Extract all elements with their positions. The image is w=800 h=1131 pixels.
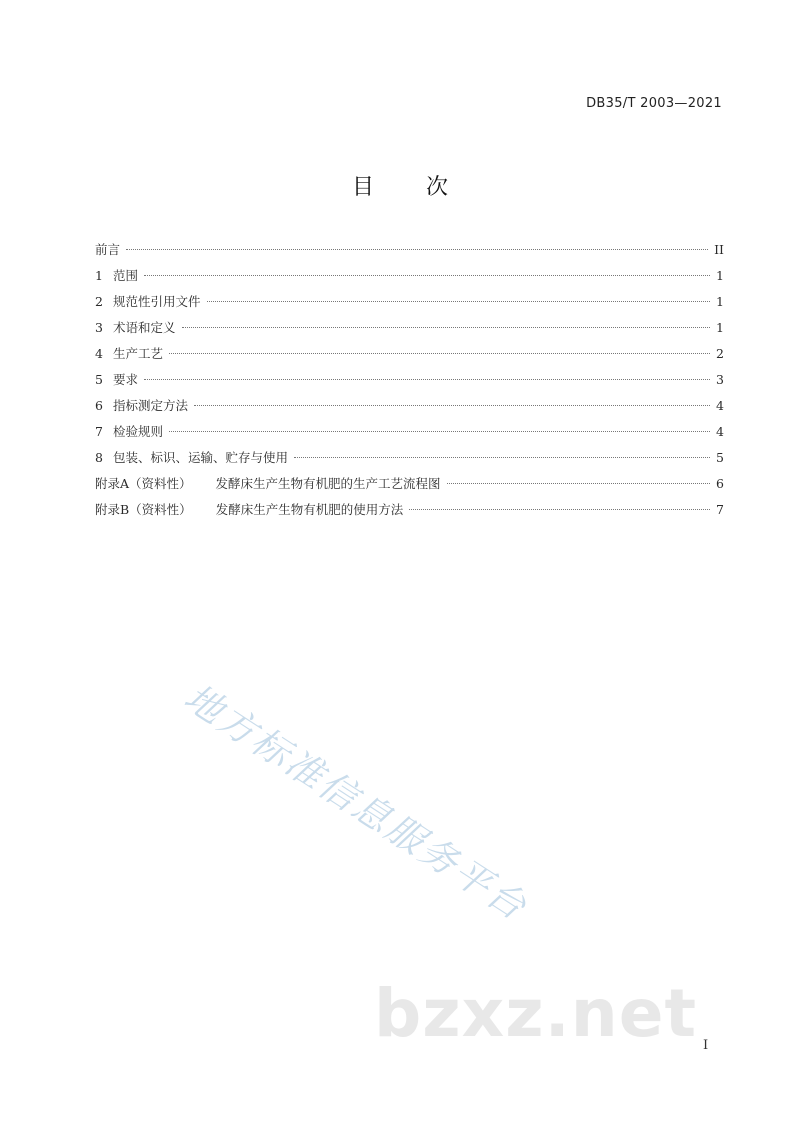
toc-entry-page: 3 [716,372,724,387]
toc-entry-label: 规范性引用文件 [113,294,201,309]
toc-entry-label: 术语和定义 [113,320,176,335]
table-of-contents [95,240,724,526]
toc-entry-page: 4 [716,424,724,439]
toc-entry-label: 要求 [113,372,139,387]
toc-entry-3[interactable] [95,318,724,344]
toc-entry-5[interactable] [95,370,724,396]
toc-leader-dots [126,249,708,250]
toc-entry-label: 检验规则 [113,424,164,439]
toc-entry-label: 前言 [95,242,121,257]
toc-leader-dots [182,327,711,328]
site-watermark: bzxz.net [374,975,698,1052]
toc-leader-dots [194,405,710,406]
toc-entry-appendix-b[interactable] [95,500,724,526]
toc-entry-page: 6 [716,476,724,491]
toc-entry-page: 2 [716,346,724,361]
toc-entry-number: 2 [95,294,103,309]
toc-entry-6[interactable] [95,396,724,422]
toc-title-char-2: 次 [426,175,449,200]
toc-entry-7[interactable] [95,422,724,448]
toc-leader-dots [144,379,710,380]
toc-appendix-tag: 附录A（资料性） [95,476,192,491]
toc-leader-dots [207,301,711,302]
toc-entry-4[interactable] [95,344,724,370]
toc-title-char-1: 目 [351,175,374,200]
toc-entry-2[interactable] [95,292,724,318]
page-number: I [703,1038,709,1053]
toc-entry-label: 范围 [113,268,139,283]
toc-leader-dots [294,457,710,458]
toc-leader-dots [144,275,710,276]
toc-entry-8[interactable] [95,448,724,474]
toc-entry-page: II [714,242,724,257]
toc-entry-foreword[interactable] [95,240,724,266]
toc-title [0,170,800,201]
toc-entry-1[interactable] [95,266,724,292]
toc-entry-number: 6 [95,398,103,413]
toc-entry-page: 4 [716,398,724,413]
toc-entry-page: 5 [716,450,724,465]
toc-appendix-tag: 附录B（资料性） [95,502,192,517]
toc-entry-number: 5 [95,372,103,387]
toc-entry-number: 4 [95,346,103,361]
document-code: DB35/T 2003—2021 [586,96,722,111]
toc-entry-label: 发酵床生产生物有机肥的生产工艺流程图 [215,476,441,491]
toc-entry-label: 包装、标识、运输、贮存与使用 [113,450,289,465]
toc-entry-label: 发酵床生产生物有机肥的使用方法 [215,502,404,517]
toc-leader-dots [447,483,711,484]
toc-entry-page: 7 [716,502,724,517]
toc-entry-label: 指标测定方法 [113,398,189,413]
toc-entry-number: 8 [95,450,103,465]
toc-entry-number: 1 [95,268,103,283]
toc-entry-appendix-a[interactable] [95,474,724,500]
toc-leader-dots [169,431,710,432]
toc-entry-number: 3 [95,320,103,335]
toc-entry-label: 生产工艺 [113,346,164,361]
platform-watermark: 地方标准信息服务平台 [176,675,536,930]
toc-entry-page: 1 [716,320,724,335]
toc-leader-dots [169,353,710,354]
toc-entry-number: 7 [95,424,103,439]
toc-entry-page: 1 [716,268,724,283]
toc-entry-page: 1 [716,294,724,309]
toc-leader-dots [409,509,710,510]
